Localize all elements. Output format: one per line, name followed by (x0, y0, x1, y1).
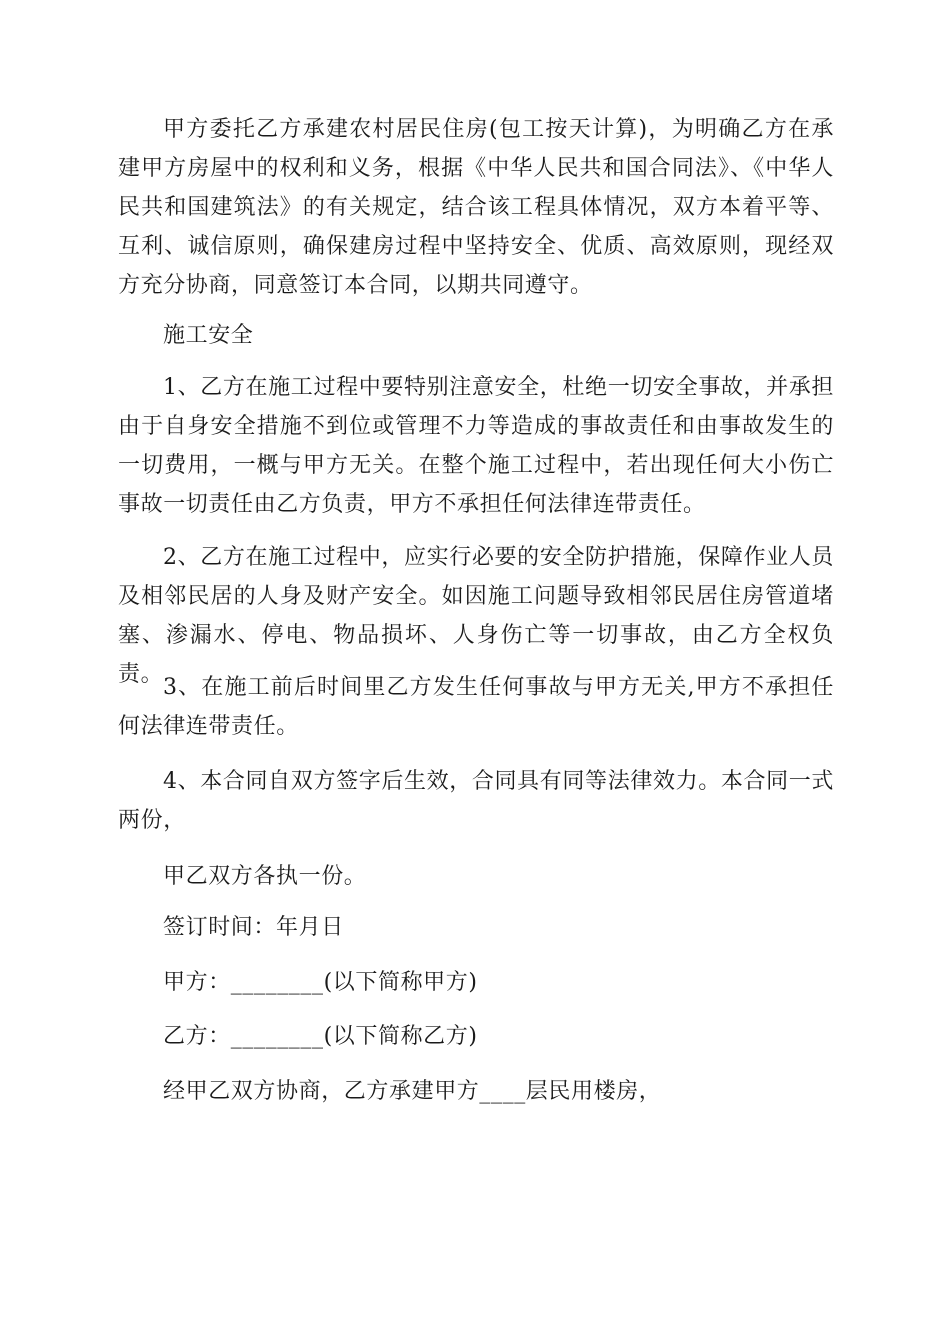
party-b-line: 乙方：________(以下简称乙方) (163, 1024, 478, 1049)
scope-line: 经甲乙双方协商，乙方承建甲方____层民用楼房， (163, 1079, 662, 1104)
clause-3-paragraph: 3、在施工前后时间里乙方发生任何事故与甲方无关,甲方不承担任何法律连带责任。 (118, 675, 834, 739)
sign-date-line: 签订时间：年月日 (163, 915, 344, 940)
party-a-line: 甲方：________(以下简称甲方) (163, 970, 478, 995)
intro-paragraph: 甲方委托乙方承建农村居民住房(包工按天计算)，为明确乙方在承建甲方房屋中的权利和义务，根据《中华人民共和国合同法》、《中华人民共和国建筑法》的有关规定，结合该工程具体情况，双方本着平等、互利、诚信原则，确保建房过程中坚持安全、优质、高效原则，现经双方充分协商，同意签订本合同，以期共同遵守。 (118, 117, 834, 298)
clause-2-paragraph: 2、乙方在施工过程中，应实行必要的安全防护措施，保障作业人员及相邻民居的人身及财产安全。如因施工问题导致相邻民居住房管道堵塞、渗漏水、停电、物品损坏、人身伤亡等一切事故，由乙方全权负责。 (118, 545, 834, 687)
copies-line: 甲乙双方各执一份。 (163, 864, 367, 889)
clause-4-paragraph: 4、本合同自双方签字后生效，合同具有同等法律效力。本合同一式两份， (118, 769, 834, 833)
section-title: 施工安全 (163, 323, 254, 348)
clause-1-paragraph: 1、乙方在施工过程中要特别注意安全，杜绝一切安全事故，并承担由于自身安全措施不到位或管理不力等造成的事故责任和由事故发生的一切费用，一概与甲方无关。在整个施工过程中，若出现任何大小伤亡事故一切责任由乙方负责，甲方不承担任何法律连带责任。 (118, 375, 834, 517)
